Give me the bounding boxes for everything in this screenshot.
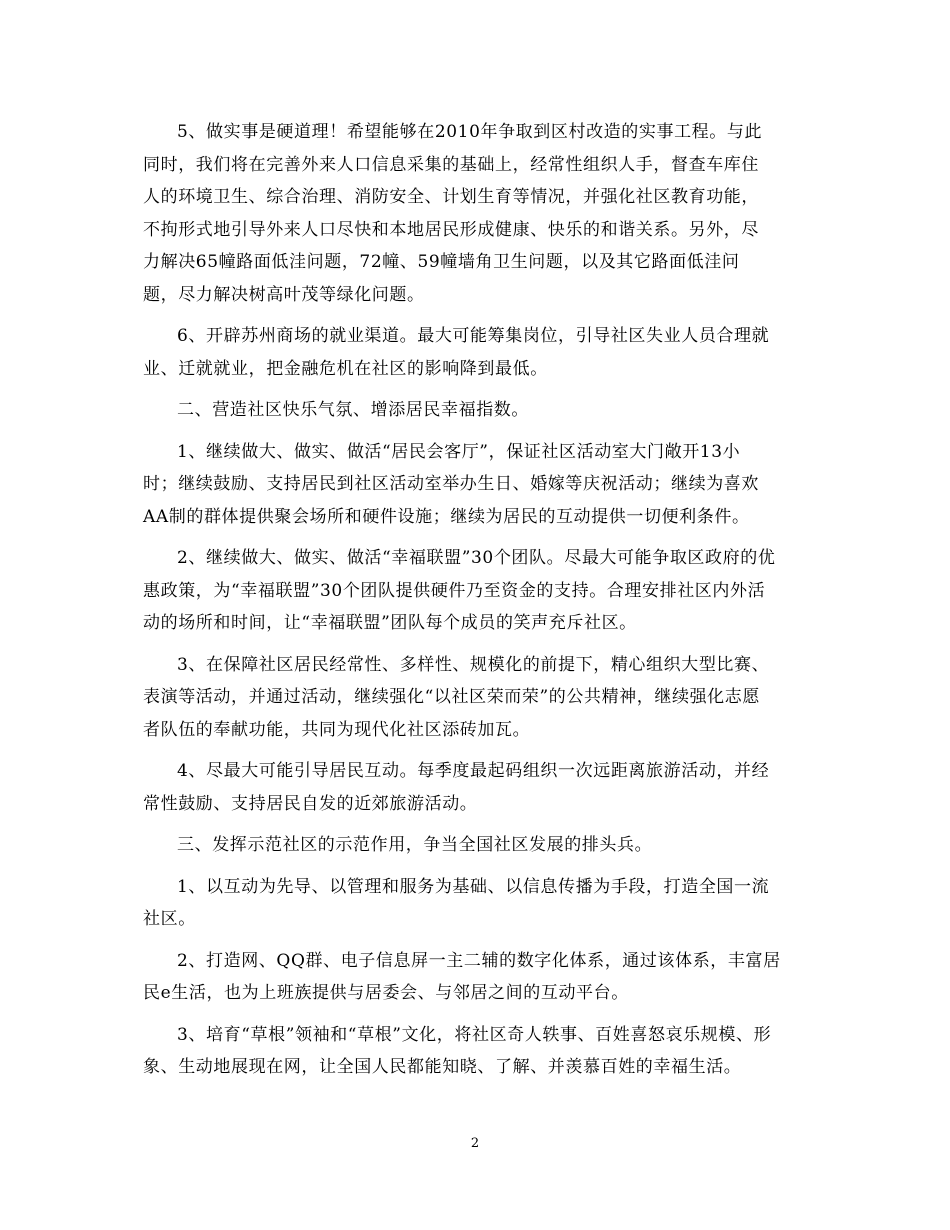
paragraph-line: 5、做实事是硬道理！希望能够在2010年争取到区村改造的实事工程。与此: [177, 122, 763, 142]
paragraph: [143, 871, 808, 936]
paragraph-line: 时；继续鼓励、支持居民到社区活动室举办生日、婚嫁等庆祝活动；继续为喜欢: [143, 474, 759, 494]
paragraph-line: 题，尽力解决树高叶茂等绿化问题。: [143, 284, 425, 305]
paragraph: [143, 320, 808, 385]
paragraph-line: 人的环境卫生、综合治理、消防安全、计划生育等情况，并强化社区教育功能，: [143, 187, 759, 207]
paragraph-line: 动的场所和时间，让“幸福联盟”团队每个成员的笑声充斥社区。: [143, 613, 637, 633]
paragraph-line: 3、培育“草根”领袖和“草根”文化，将社区奇人轶事、百姓喜怒哀乐规模、形: [177, 1024, 772, 1045]
paragraph-line: 表演等活动，并通过活动，继续强化“以社区荣而荣”的公共精神，继续强化志愿: [143, 687, 760, 707]
paragraph: [143, 945, 808, 1010]
paragraph-line: 1、以互动为先导、以管理和服务为基础、以信息传播为手段，打造全国一流: [177, 876, 770, 897]
page-number: 2: [470, 1136, 480, 1151]
paragraph-line: 3、在保障社区居民经常性、多样性、规模化的前提下，精心组织大型比赛、: [177, 654, 770, 675]
paragraph-line: 社区。: [143, 909, 196, 929]
paragraph-line: 民e生活，也为上班族提供与居委会、与邻居之间的互动平台。: [143, 983, 629, 1003]
paragraph-line: 4、尽最大可能引导居民互动。每季度最起码组织一次远距离旅游活动，并经: [177, 761, 770, 781]
paragraph-line: AA制的群体提供聚会场所和硬件设施；继续为居民的互动提供一切便利条件。: [143, 506, 750, 527]
paragraph-line: 惠政策，为“幸福联盟”30个团队提供硬件乃至资金的支持。合理安排社区内外活: [143, 580, 766, 601]
paragraph-line: 2、打造网、QQ群、电子信息屏一主二辅的数字化体系，通过该体系，丰富居: [177, 950, 781, 971]
paragraph-line: 6、开辟苏州商场的就业渠道。最大可能筹集岗位，引导社区失业人员合理就: [177, 326, 770, 346]
paragraph-line: 2、继续做大、做实、做活“幸福联盟”30个团队。尽最大可能争取区政府的优: [177, 548, 776, 568]
paragraph-line: 同时，我们将在完善外来人口信息采集的基础上，经常性组织人手，督查车库住: [143, 154, 759, 175]
paragraph: [143, 829, 808, 862]
paragraph: [143, 116, 808, 311]
paragraph-line: 三、发挥示范社区的示范作用，争当全国社区发展的排头兵。: [177, 835, 653, 855]
paragraph-line: 者队伍的奉献功能，共同为现代化社区添砖加瓦。: [143, 719, 531, 740]
paragraph: [143, 755, 808, 820]
paragraph-line: 1、继续做大、做实、做活“居民会客厅”，保证社区活动室大门敞开13小: [177, 441, 741, 462]
paragraph-line: 常性鼓励、支持居民自发的近郊旅游活动。: [143, 793, 478, 814]
paragraph: [143, 436, 808, 534]
paragraph-line: 象、生动地展现在网，让全国人民都能知晓、了解、并羡慕百姓的幸福生活。: [143, 1057, 742, 1077]
document-body: [143, 116, 808, 1093]
paragraph-line: 业、迁就就业，把金融危机在社区的影响降到最低。: [143, 358, 548, 379]
paragraph: [143, 1019, 808, 1084]
paragraph: [143, 394, 808, 427]
paragraph-line: 不拘形式地引导外来人口尽快和本地居民形成健康、快乐的和谐关系。另外，尽: [143, 219, 759, 240]
paragraph-line: 力解决65幢路面低洼问题，72幢、59幢墙角卫生问题，以及其它路面低洼问: [143, 252, 740, 272]
paragraph: [143, 542, 808, 640]
paragraph: [143, 649, 808, 747]
paragraph-line: 二、营造社区快乐气氛、增添居民幸福指数。: [177, 400, 529, 420]
